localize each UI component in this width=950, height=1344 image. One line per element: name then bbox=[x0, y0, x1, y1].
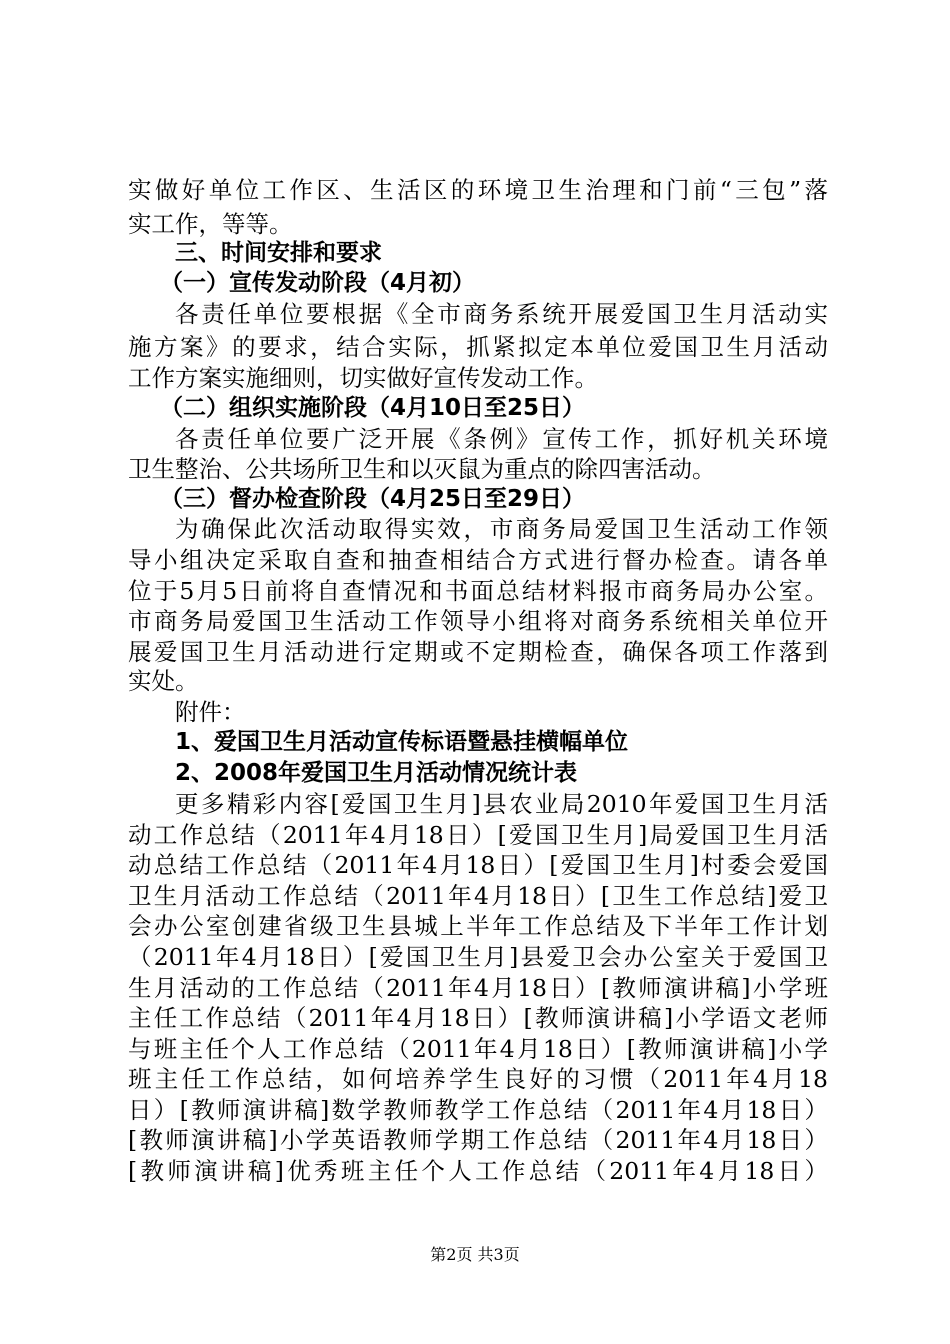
related-links-line: 班主任工作总结，如何培养学生良好的习惯（2011年4月18 bbox=[128, 1065, 828, 1093]
body-text-line: 施方案》的要求，结合实际，抓紧拟定本单位爱国卫生月活动 bbox=[128, 333, 828, 361]
related-links-line: （2011年4月18日）[爱国卫生月]县爱卫会办公室关于爱国卫 bbox=[128, 943, 828, 971]
body-text-line: 各责任单位要广泛开展《条例》宣传工作，抓好机关环境 bbox=[175, 425, 828, 453]
subsection-heading: （一）宣传发动阶段（4月初） bbox=[160, 270, 476, 296]
related-links-line: 日）[教师演讲稿]数学教师教学工作总结（2011年4月18日） bbox=[128, 1096, 828, 1124]
subsection-heading: （三）督办检查阶段（4月25日至29日） bbox=[160, 486, 586, 512]
body-text-line: 工作方案实施细则，切实做好宣传发动工作。 bbox=[128, 364, 598, 392]
attachment-label: 附件： bbox=[175, 698, 246, 726]
related-links-line: 与班主任个人工作总结（2011年4月18日）[教师演讲稿]小学 bbox=[128, 1035, 828, 1063]
subsection-heading: （二）组织实施阶段（4月10日至25日） bbox=[160, 395, 586, 421]
related-links-line: 会办公室创建省级卫生县城上半年工作总结及下半年工作计划 bbox=[128, 912, 828, 940]
section-heading: 三、时间安排和要求 bbox=[175, 240, 382, 266]
body-text-line: 实处。 bbox=[128, 667, 199, 695]
related-links-line: [教师演讲稿]优秀班主任个人工作总结（2011年4月18日） bbox=[128, 1157, 828, 1185]
body-text-line: 各责任单位要根据《全市商务系统开展爱国卫生月活动实 bbox=[175, 300, 828, 328]
related-links-line: 生月活动的工作总结（2011年4月18日）[教师演讲稿]小学班 bbox=[128, 974, 828, 1002]
attachment-item: 1、爱国卫生月活动宣传标语暨悬挂横幅单位 bbox=[175, 729, 629, 755]
body-text-line: 位于5月5日前将自查情况和书面总结材料报市商务局办公室。 bbox=[128, 577, 828, 605]
body-text-line: 实做好单位工作区、生活区的环境卫生治理和门前“三包”落 bbox=[128, 176, 828, 204]
related-links-line: 动总结工作总结（2011年4月18日）[爱国卫生月]村委会爱国 bbox=[128, 851, 828, 879]
related-links-line: 更多精彩内容[爱国卫生月]县农业局2010年爱国卫生月活 bbox=[175, 790, 828, 818]
body-text-line: 为确保此次活动取得实效，市商务局爱国卫生活动工作领 bbox=[175, 515, 828, 543]
attachment-item: 2、2008年爱国卫生月活动情况统计表 bbox=[175, 760, 578, 786]
related-links-line: 卫生月活动工作总结（2011年4月18日）[卫生工作总结]爱卫 bbox=[128, 882, 828, 910]
related-links-line: 主任工作总结（2011年4月18日）[教师演讲稿]小学语文老师 bbox=[128, 1004, 828, 1032]
body-text-line: 实工作，等等。 bbox=[128, 210, 293, 238]
page-number-footer: 第2页 共3页 bbox=[430, 1245, 520, 1264]
body-text-line: 卫生整治、公共场所卫生和以灭鼠为重点的除四害活动。 bbox=[128, 455, 716, 483]
related-links-line: 动工作总结（2011年4月18日）[爱国卫生月]局爱国卫生月活 bbox=[128, 821, 828, 849]
body-text-line: 市商务局爱国卫生活动工作领导小组将对商务系统相关单位开 bbox=[128, 607, 828, 635]
related-links-line: [教师演讲稿]小学英语教师学期工作总结（2011年4月18日） bbox=[128, 1126, 828, 1154]
body-text-line: 展爱国卫生月活动进行定期或不定期检查，确保各项工作落到 bbox=[128, 638, 828, 666]
body-text-line: 导小组决定采取自查和抽查相结合方式进行督办检查。请各单 bbox=[128, 546, 828, 574]
